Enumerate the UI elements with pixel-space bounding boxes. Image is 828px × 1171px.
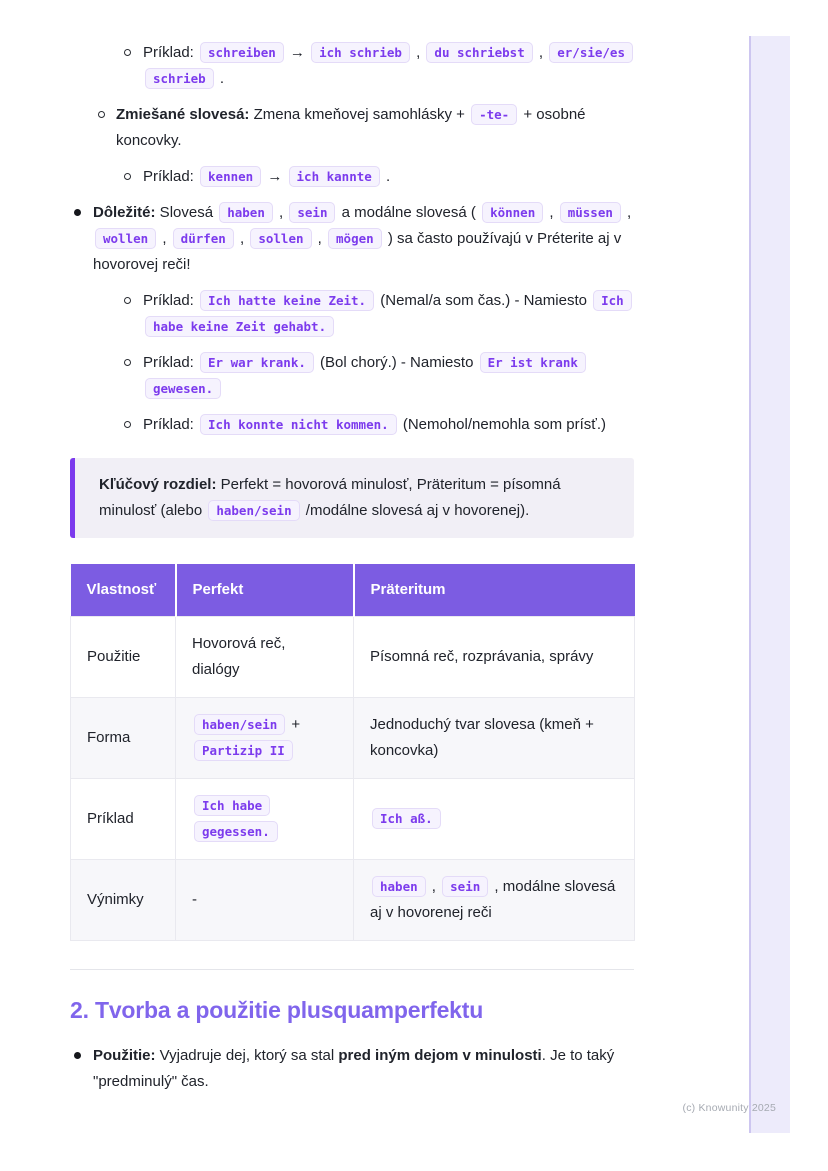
code-tag: Ich aß.	[372, 808, 441, 829]
table-header-row	[71, 564, 635, 617]
bullet-marker	[74, 209, 81, 216]
code-tag: du schriebst	[426, 42, 532, 63]
table-header-cell: Perfekt	[176, 564, 354, 617]
code-tag: Er ist krank gewesen.	[145, 352, 586, 399]
code-tag: Ich konnte nicht kommen.	[200, 414, 397, 435]
code-tag: ich kannte	[289, 166, 380, 187]
comparison-table	[70, 564, 635, 941]
text-run: (Bol chorý.) - Namiesto	[315, 354, 478, 371]
text-run: Hovorová reč, dialógy	[192, 635, 286, 678]
text-run: ,	[235, 230, 249, 247]
table-cell-property: Forma	[71, 698, 176, 779]
table-cell-property: Výnimky	[71, 860, 176, 941]
text-run: ,	[158, 230, 171, 247]
table-cell-praeteritum	[354, 698, 635, 779]
divider	[70, 969, 634, 970]
code-tag: Ich habe gegessen.	[194, 795, 278, 842]
watermark-copyright: (c) Knowunity 2025	[682, 1102, 776, 1114]
bullet-marker	[124, 49, 131, 56]
code-tag: mögen	[328, 228, 382, 249]
code-tag: haben/sein	[208, 500, 299, 521]
code-tag: haben	[219, 202, 273, 223]
text-run: →	[285, 44, 310, 61]
text-run: /modálne slovesá aj v hovorenej).	[301, 502, 530, 519]
bold-text: Zmiešané slovesá:	[116, 106, 250, 123]
code-tag: Er war krank.	[200, 352, 314, 373]
table-cell-praeteritum	[354, 860, 635, 941]
bullet-marker	[124, 173, 131, 180]
code-tag: können	[482, 202, 543, 223]
table-cell-praeteritum	[354, 779, 635, 860]
text-run: Príklad:	[143, 416, 199, 433]
text-run: Vyjadruje dej, ktorý sa stal	[155, 1047, 339, 1064]
next-page-edge	[749, 36, 790, 1133]
text-run: ,	[622, 204, 632, 221]
table-row	[71, 779, 635, 860]
text-run: -	[192, 891, 197, 908]
text-run: ,	[411, 44, 425, 61]
text-run: Príklad:	[143, 354, 199, 371]
bullet-marker	[98, 111, 105, 118]
code-tag: müssen	[560, 202, 621, 223]
section-heading: 2. Tvorba a použitie plusquamperfektu	[70, 997, 484, 1023]
table-cell-perfekt	[176, 617, 354, 698]
table-cell-perfekt	[176, 698, 354, 779]
table-cell-property: Použitie	[71, 617, 176, 698]
text-run: Písomná reč, rozprávania, správy	[370, 648, 594, 665]
text-run: , modálne slovesá aj v hovorenej reči	[370, 878, 616, 921]
bold-text: pred iným dejom v minulosti	[338, 1047, 542, 1064]
list-item	[70, 412, 634, 438]
text-run: Príklad:	[143, 168, 199, 185]
list-item	[70, 288, 634, 340]
list-item	[70, 1043, 634, 1095]
table-row	[71, 860, 635, 941]
table-cell-perfekt	[176, 860, 354, 941]
text-run: Jednoduchý tvar slovesa (kmeň + koncovka)	[370, 716, 594, 759]
key-difference-callout	[70, 458, 634, 538]
bullet-marker	[74, 1052, 81, 1059]
code-tag: Partizip II	[194, 740, 293, 761]
table-row	[71, 698, 635, 779]
text-run: .	[381, 168, 391, 185]
text-run: +	[287, 716, 301, 733]
text-run: + osobné koncovky.	[116, 106, 586, 149]
code-tag: haben/sein	[194, 714, 285, 735]
list-item	[70, 164, 634, 190]
text-run: . Je to taký "predminulý" čas.	[93, 1047, 615, 1090]
text-run: ,	[545, 204, 558, 221]
text-run: (Nemohol/nemohla som prísť.)	[398, 416, 607, 433]
code-tag: sollen	[250, 228, 311, 249]
document-content	[70, 40, 634, 1105]
code-tag: -te-	[471, 104, 517, 125]
code-tag: sein	[289, 202, 335, 223]
code-tag: ich schrieb	[311, 42, 410, 63]
text-run: ,	[274, 204, 288, 221]
code-tag: wollen	[95, 228, 156, 249]
code-tag: kennen	[200, 166, 261, 187]
bullet-marker	[124, 359, 131, 366]
table-header-cell: Vlastnosť	[71, 564, 176, 617]
text-run: .	[215, 70, 225, 87]
text-run: Zmena kmeňovej samohlásky +	[249, 106, 470, 123]
text-run: Slovesá	[155, 204, 218, 221]
text-run: ,	[313, 230, 327, 247]
bullet-marker	[124, 421, 131, 428]
list-item	[70, 40, 634, 92]
code-tag: schreiben	[200, 42, 284, 63]
list-item	[70, 102, 634, 154]
table-row	[71, 617, 635, 698]
text-run: →	[263, 168, 287, 185]
code-tag: er/sie/es schrieb	[145, 42, 633, 89]
table-cell-perfekt	[176, 779, 354, 860]
code-tag: haben	[372, 876, 426, 897]
bullet-marker	[124, 297, 131, 304]
text-run: ) sa často používajú v Préterite aj v hovorovej reči!	[93, 230, 622, 273]
text-run: Príklad:	[143, 44, 199, 61]
bold-text: Dôležité:	[93, 204, 156, 221]
text-run: ,	[534, 44, 548, 61]
table-header-cell: Präteritum	[354, 564, 635, 617]
list-item	[70, 200, 634, 278]
code-tag: Ich hatte keine Zeit.	[200, 290, 374, 311]
bold-text: Použitie:	[93, 1047, 156, 1064]
code-tag: sein	[442, 876, 488, 897]
code-tag: Ich habe keine Zeit gehabt.	[145, 290, 632, 337]
text-run: a modálne slovesá (	[337, 204, 481, 221]
list-item	[70, 350, 634, 402]
text-run: (Nemal/a som čas.) - Namiesto	[376, 292, 592, 309]
text-run: Perfekt = hovorová minulosť, Präteritum = písomná minulosť (alebo	[99, 476, 561, 519]
bold-text: Kľúčový rozdiel:	[99, 476, 217, 493]
table-cell-praeteritum	[354, 617, 635, 698]
text-run: Príklad:	[143, 292, 199, 309]
table-cell-property: Príklad	[71, 779, 176, 860]
code-tag: dürfen	[173, 228, 234, 249]
text-run: ,	[427, 878, 441, 895]
